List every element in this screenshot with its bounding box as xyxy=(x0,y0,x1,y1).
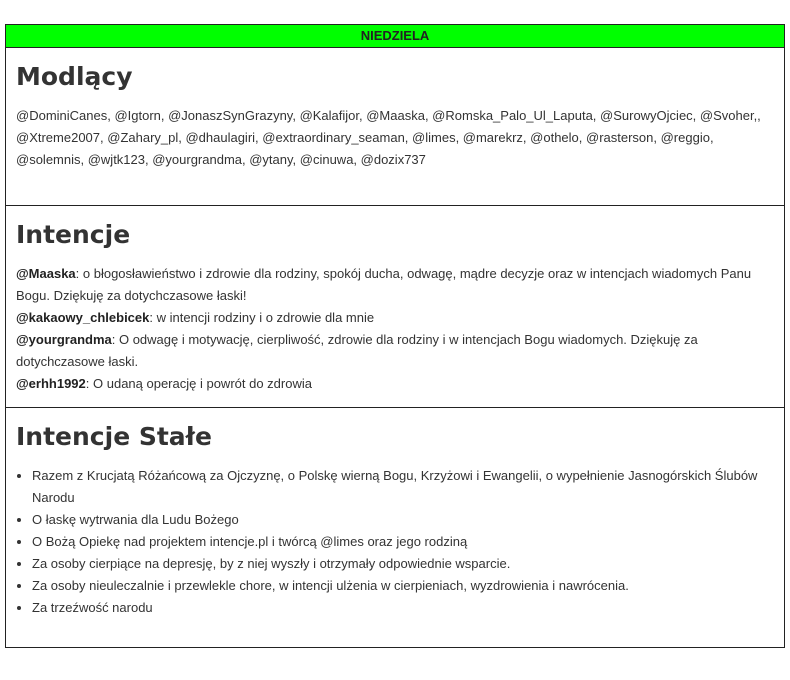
intention-user[interactable]: @kakaowy_chlebicek xyxy=(16,310,150,325)
section-title-praying: Modlący xyxy=(16,62,133,91)
constant-intention-item: • Za osoby nieuleczalnie i przewlekle chore, w intencji ulżenia w cierpieniach, wyzdrowienia i nawrócenia. xyxy=(32,575,774,597)
praying-users-list: @DominiCanes, @Igtorn, @JonaszSynGrazyny, @Kalafijor, @Maaska, @Romska_Palo_Ul_Laputa, @SurowyOjciec, @Svoher,, @Xtreme2007, @Zahary_pl, @dhaulagiri, @extraordinary_seaman, @limes, @marekrz, @othelo, @rasterson, @reggio, @solemnis, @wjtk123, @yourgrandma, @ytany, @cinuwa, @dozix737 xyxy=(16,108,761,167)
day-header: NIEDZIELA xyxy=(6,25,784,48)
intention-text: : w intencji rodziny i o zdrowie dla mnie xyxy=(149,310,375,325)
constant-intention-item: • Za osoby cierpiące na depresję, by z niej wyszły i otrzymały odpowiednie wsparcie. xyxy=(32,553,774,575)
intention-text: : O udaną operację i powrót do zdrowia xyxy=(85,376,312,391)
constant-intention-item: • O łaskę wytrwania dla Ludu Bożego xyxy=(32,509,774,531)
section-title-constant: Intencje Stałe xyxy=(16,422,212,451)
constant-intention-item: • Razem z Krucjatą Różańcową za Ojczyznę, o Polskę wierną Bogu, Krzyżowi i Ewangelii, o wypełnienie Jasnogórskich Ślubów Narodu xyxy=(32,465,774,509)
intention-text: : O odwagę i motywację, cierpliwość, zdrowie dla rodziny i w intencjach Bogu wiadomych. Dziękuję za dotychczasowe łaski. xyxy=(16,332,698,369)
constant-intention-item: • O Bożą Opiekę nad projektem intencje.pl i twórcą @limes oraz jego rodziną xyxy=(32,531,774,553)
section-title-intentions: Intencje xyxy=(16,220,131,249)
intention-item xyxy=(16,329,774,373)
intention-user[interactable]: @Maaska xyxy=(16,266,76,281)
intention-item xyxy=(16,263,774,307)
day-card xyxy=(5,24,785,648)
constant-intentions-list xyxy=(16,465,774,619)
constant-intention-item: • Za trzeźwość narodu xyxy=(32,597,774,619)
section-praying xyxy=(6,48,784,206)
praying-users-block xyxy=(16,105,774,193)
section-intentions xyxy=(6,206,784,408)
intention-item xyxy=(16,307,774,329)
intention-text: : o błogosławieństwo i zdrowie dla rodziny, spokój ducha, odwagę, mądre decyzje oraz w intencjach wiadomych Panu Bogu. Dziękuję za dotychczasowe łaski! xyxy=(16,266,752,303)
intention-user[interactable]: @erhh1992 xyxy=(16,376,86,391)
intention-user[interactable]: @yourgrandma xyxy=(16,332,112,347)
section-constant-intentions xyxy=(6,408,784,647)
intention-item xyxy=(16,373,774,395)
